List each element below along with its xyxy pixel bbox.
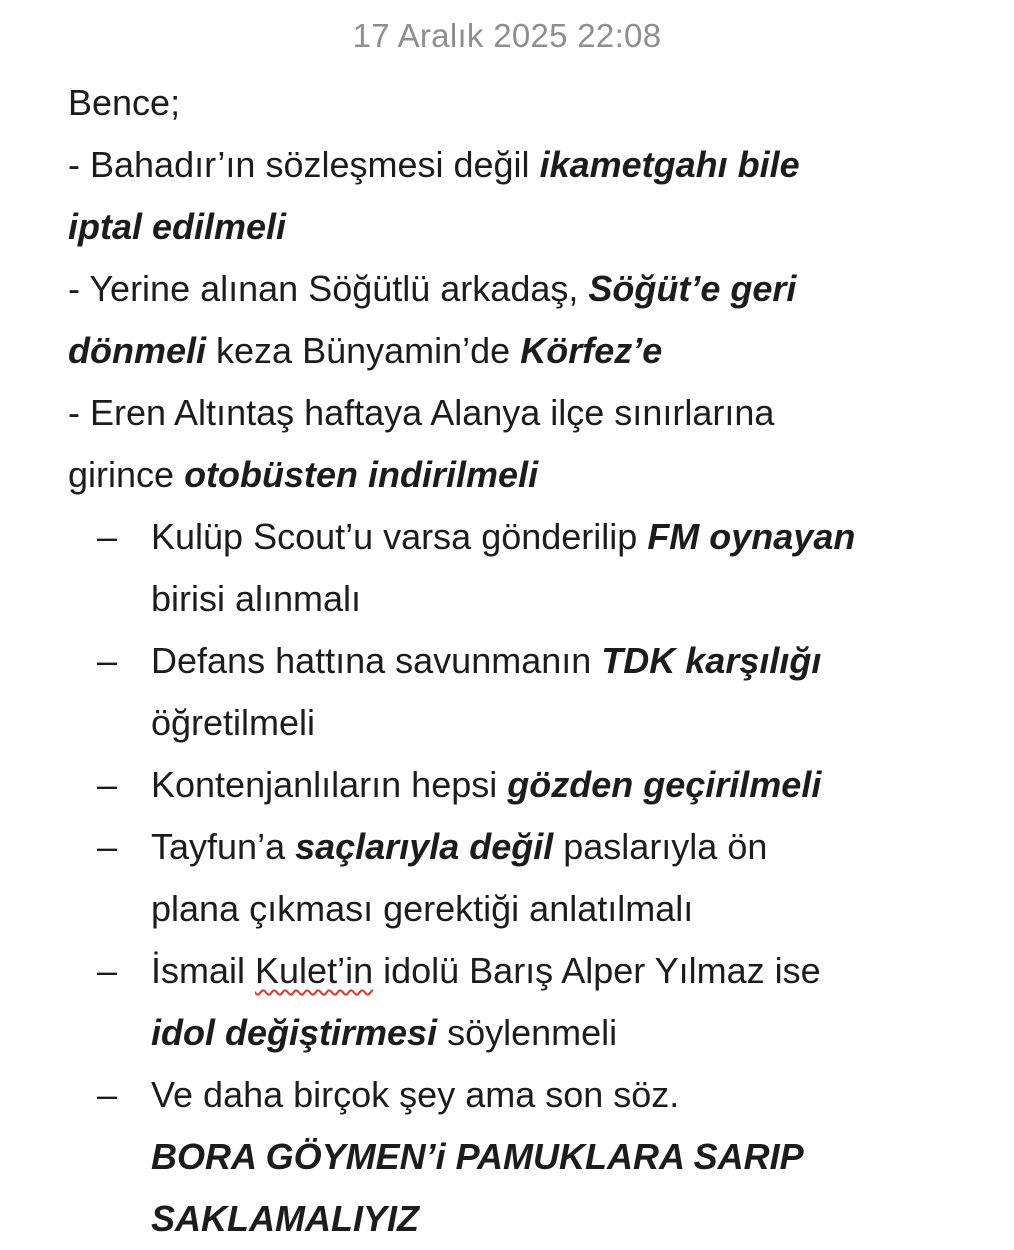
text: Defans hattına savunmanın [151,640,602,681]
sub-item-ismail [68,940,968,1064]
text: girince [68,454,185,495]
dash-bullet: – [97,640,118,681]
note-greeting: Bence; [68,82,181,123]
bold-text: idol değiştirmesi [151,1012,438,1053]
text: Kontenjanlıların hepsi [151,764,508,805]
bold-text: Söğüt’e geri [588,268,797,309]
text: İsmail [151,950,256,991]
bold-text: iptal edilmeli [68,206,287,247]
sub-item-son-soz [68,1064,968,1250]
text: - Yerine alınan Söğütlü arkadaş, [68,268,589,309]
sub-item-tayfun [68,816,968,940]
bold-text: otobüsten indirilmeli [184,454,539,495]
bold-text: ikametgahı bile [539,144,800,185]
dash-bullet: – [97,1074,118,1115]
text: birisi alınmalı [151,578,362,619]
list-item-sogutlu [68,258,968,382]
bold-text: TDK karşılığı [601,640,822,681]
text: keza Bünyamin’de [206,330,521,371]
text: plana çıkması gerektiği anlatılmalı [151,888,694,929]
bold-text: saçlarıyla değil [295,826,554,867]
text: öğretilmeli [151,702,316,743]
bold-text: BORA GÖYMEN’i PAMUKLARA SARIP [151,1136,804,1177]
text: - Bahadır’ın sözleşmesi değil [68,144,540,185]
bold-text: FM oynayan [647,516,856,557]
text: Ve daha birçok şey ama son söz. [151,1074,680,1115]
text: Tayfun’a [151,826,296,867]
text: söylenmeli [437,1012,618,1053]
text: Kulüp Scout’u varsa gönderilip [151,516,648,557]
text: idolü Barış Alper Yılmaz ise [373,950,821,991]
sub-item-kontenjan [68,754,968,816]
dash-bullet: – [97,826,118,867]
sub-item-scout [68,506,968,630]
misspelled-word[interactable]: Kulet’in [255,950,374,991]
list-item-bahadir [68,134,968,258]
bold-text: SAKLAMALIYIZ [151,1198,419,1239]
dash-bullet: – [97,950,118,991]
text: - Eren Altıntaş haftaya Alanya ilçe sınırlarına [68,392,775,433]
note-timestamp: 17 Aralık 2025 22:08 [352,17,662,54]
bold-text: gözden geçirilmeli [507,764,822,805]
dash-bullet: – [97,516,118,557]
note-body[interactable] [68,72,968,1250]
dash-bullet: – [97,764,118,805]
sub-item-defans [68,630,968,754]
text: paslarıyla ön [553,826,768,867]
bold-text: dönmeli [68,330,207,371]
list-item-eren [68,382,968,506]
bold-text: Körfez’e [520,330,663,371]
